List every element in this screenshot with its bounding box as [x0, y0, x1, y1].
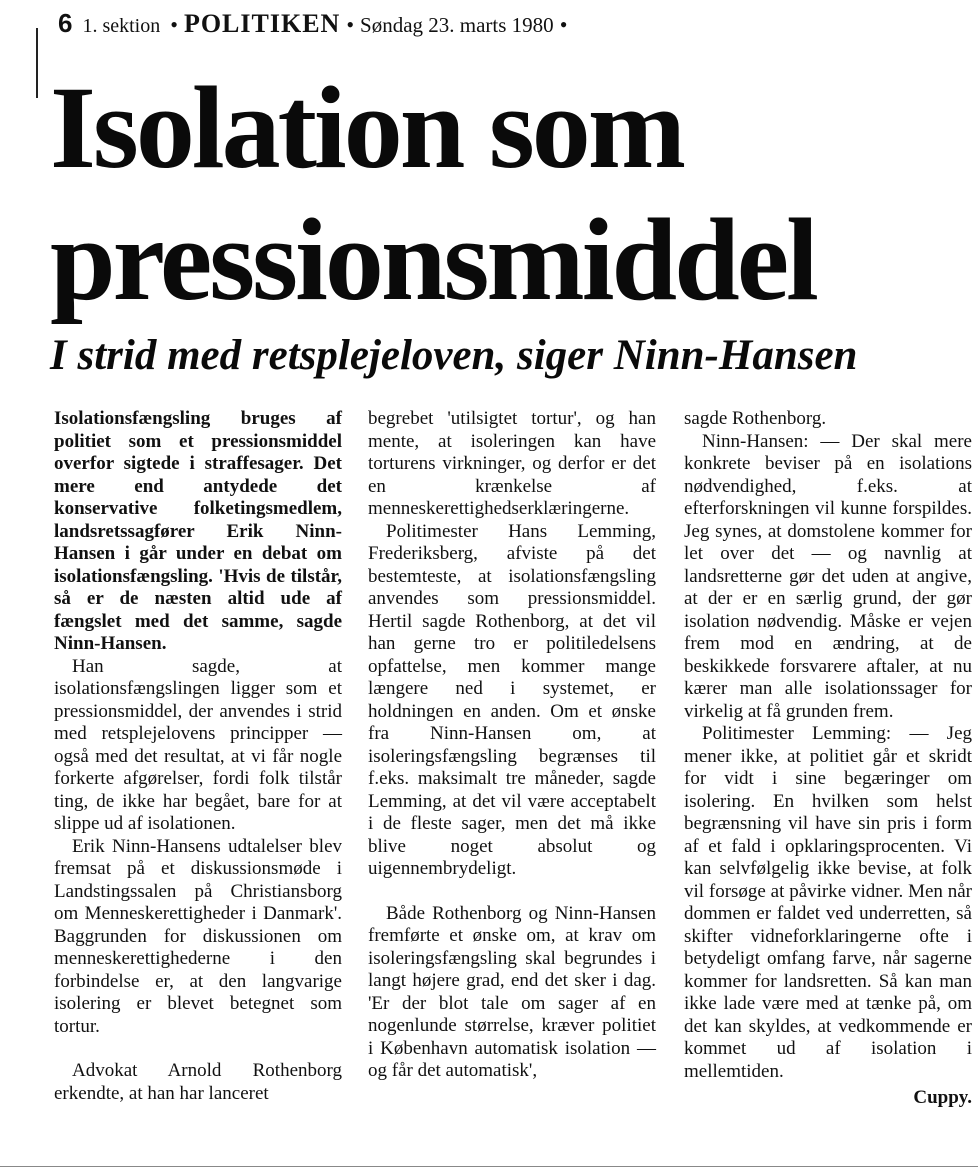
- margin-rule: [36, 28, 38, 98]
- page-number: 6: [58, 8, 73, 38]
- body-paragraph: Politimester Hans Lemming, Frederiksberg, afviste på det bestemteste, at isolationsfængsling anvendes som pressionsmiddel. Hertil sagde Rothenborg, at det vil han gerne tro er politiledelsens opfattelse, men kommer mange længere ned i systemet, er holdningen en anden. Om et ønske fra Ninn-Hansen om, at isoleringsfængsling begrænses til f.eks. maksimalt tre måneder, sagde Lemming, at det vil være acceptabelt i de fleste sager, men det må ikke blive noget absolut og uigennembrydeligt.: [368, 520, 656, 879]
- body-paragraph: begrebet 'utilsigtet tortur', og han mente, at isoleringen kan have torturens virkninger, og derfor er det en krænkelse af menneskerettighedserklæringerne.: [368, 408, 656, 519]
- lead-paragraph: Isolationsfængsling bruges af politiet som et pressionsmiddel overfor sigtede i straffesager. Det mere end antydede det konservative folketingsmedlem, landsretssagfører Erik Ninn-Hansen i går under en debat om isolationsfængsling. 'Hvis de tilstår, så er de næsten altid ude af fængslet med det samme, sagde Ninn-Hansen.: [54, 408, 342, 654]
- author-signature: Cuppy.: [913, 1087, 972, 1108]
- masthead-separator: •: [559, 12, 568, 37]
- body-paragraph: Erik Ninn-Hansens udtalelser blev fremsat på et diskussionsmøde i Landstingssalen på Christiansborg om Menneskerettigheder i Danmark'. Baggrunden for diskussionen om menneskerettighederne i den forbindelse er, at den langvarige isolering er blevet betegnet som tortur.: [54, 835, 342, 1037]
- body-paragraph: Han sagde, at isolationsfængslingen ligger som et pressionsmiddel, der anvendes i strid med retsplejelovens principper — også med det resultat, at vi får nogle forkerte afgørelser, fordi folk tilstår ting, de ikke har begået, bare for at slippe ud af isolationen.: [54, 655, 342, 834]
- subheadline: I strid med retsplejeloven, siger Ninn-Hansen: [50, 332, 858, 379]
- masthead: [58, 8, 958, 42]
- body-paragraph: Politimester Lemming: — Jeg mener ikke, at politiet går et skridt for vidt i sine begæringer om isolering. En hvilken som helst begrænsning vil have sin pris i form af et fald i opklaringsprocenten. Vi kan selvfølgelig ikke bevise, at folk vil forsøge at påvirke vidner. Men når dommen er faldet ved underretten, så skifter vidneforklaringerne ofte i betydeligt omfang farve, når sagerne kommer for landsretten. Så kan man ikke lade være med at tænke på, om det kan skyldes, at vedkommende er kommet ud af isolation i mellemtiden.: [684, 723, 972, 1082]
- body-paragraph: Ninn-Hansen: — Der skal mere konkrete beviser på en isolations nødvendighed, f.eks. at efterforskningen vil kunne forspildes. Jeg synes, at domstolene kommer for let over det — og navnlig at landsretterne gør det uden at angive, at der er en særlig grund, der gør isolation nødvendig. Måske er vejen frem mod en ændring, at de beskikkede forsvarere aftaler, at nu kærer man alle isolationssager for virkelig at få grunden frem.: [684, 430, 972, 722]
- headline-line-2: pressionsmiddel: [50, 194, 816, 325]
- section-label: 1. sektion: [82, 15, 161, 37]
- body-paragraph: sagde Rothenborg.: [684, 408, 827, 429]
- masthead-separator: •: [346, 12, 355, 37]
- headline-line-1: Isolation som: [50, 62, 684, 193]
- issue-date: Søndag 23. marts 1980: [360, 13, 554, 37]
- body-paragraph: Advokat Arnold Rothenborg erkendte, at han har lanceret: [54, 1060, 342, 1104]
- article-column-3: [684, 408, 972, 1110]
- article-column-1: [54, 408, 342, 1105]
- masthead-separator: •: [170, 12, 178, 37]
- bottom-rule: [0, 1166, 978, 1167]
- body-paragraph: Både Rothenborg og Ninn-Hansen fremførte et ønske om, at krav om isoleringsfængsling skal begrundes i langt højere grad, end det sker i dag. 'Er der blot tale om sager af en nogenlunde størrelse, kræver politiet i København automatisk isolation — og får det automatisk',: [368, 902, 656, 1081]
- article-column-2: [368, 408, 656, 1083]
- headline: [50, 62, 970, 326]
- newspaper-name: POLITIKEN: [183, 9, 341, 38]
